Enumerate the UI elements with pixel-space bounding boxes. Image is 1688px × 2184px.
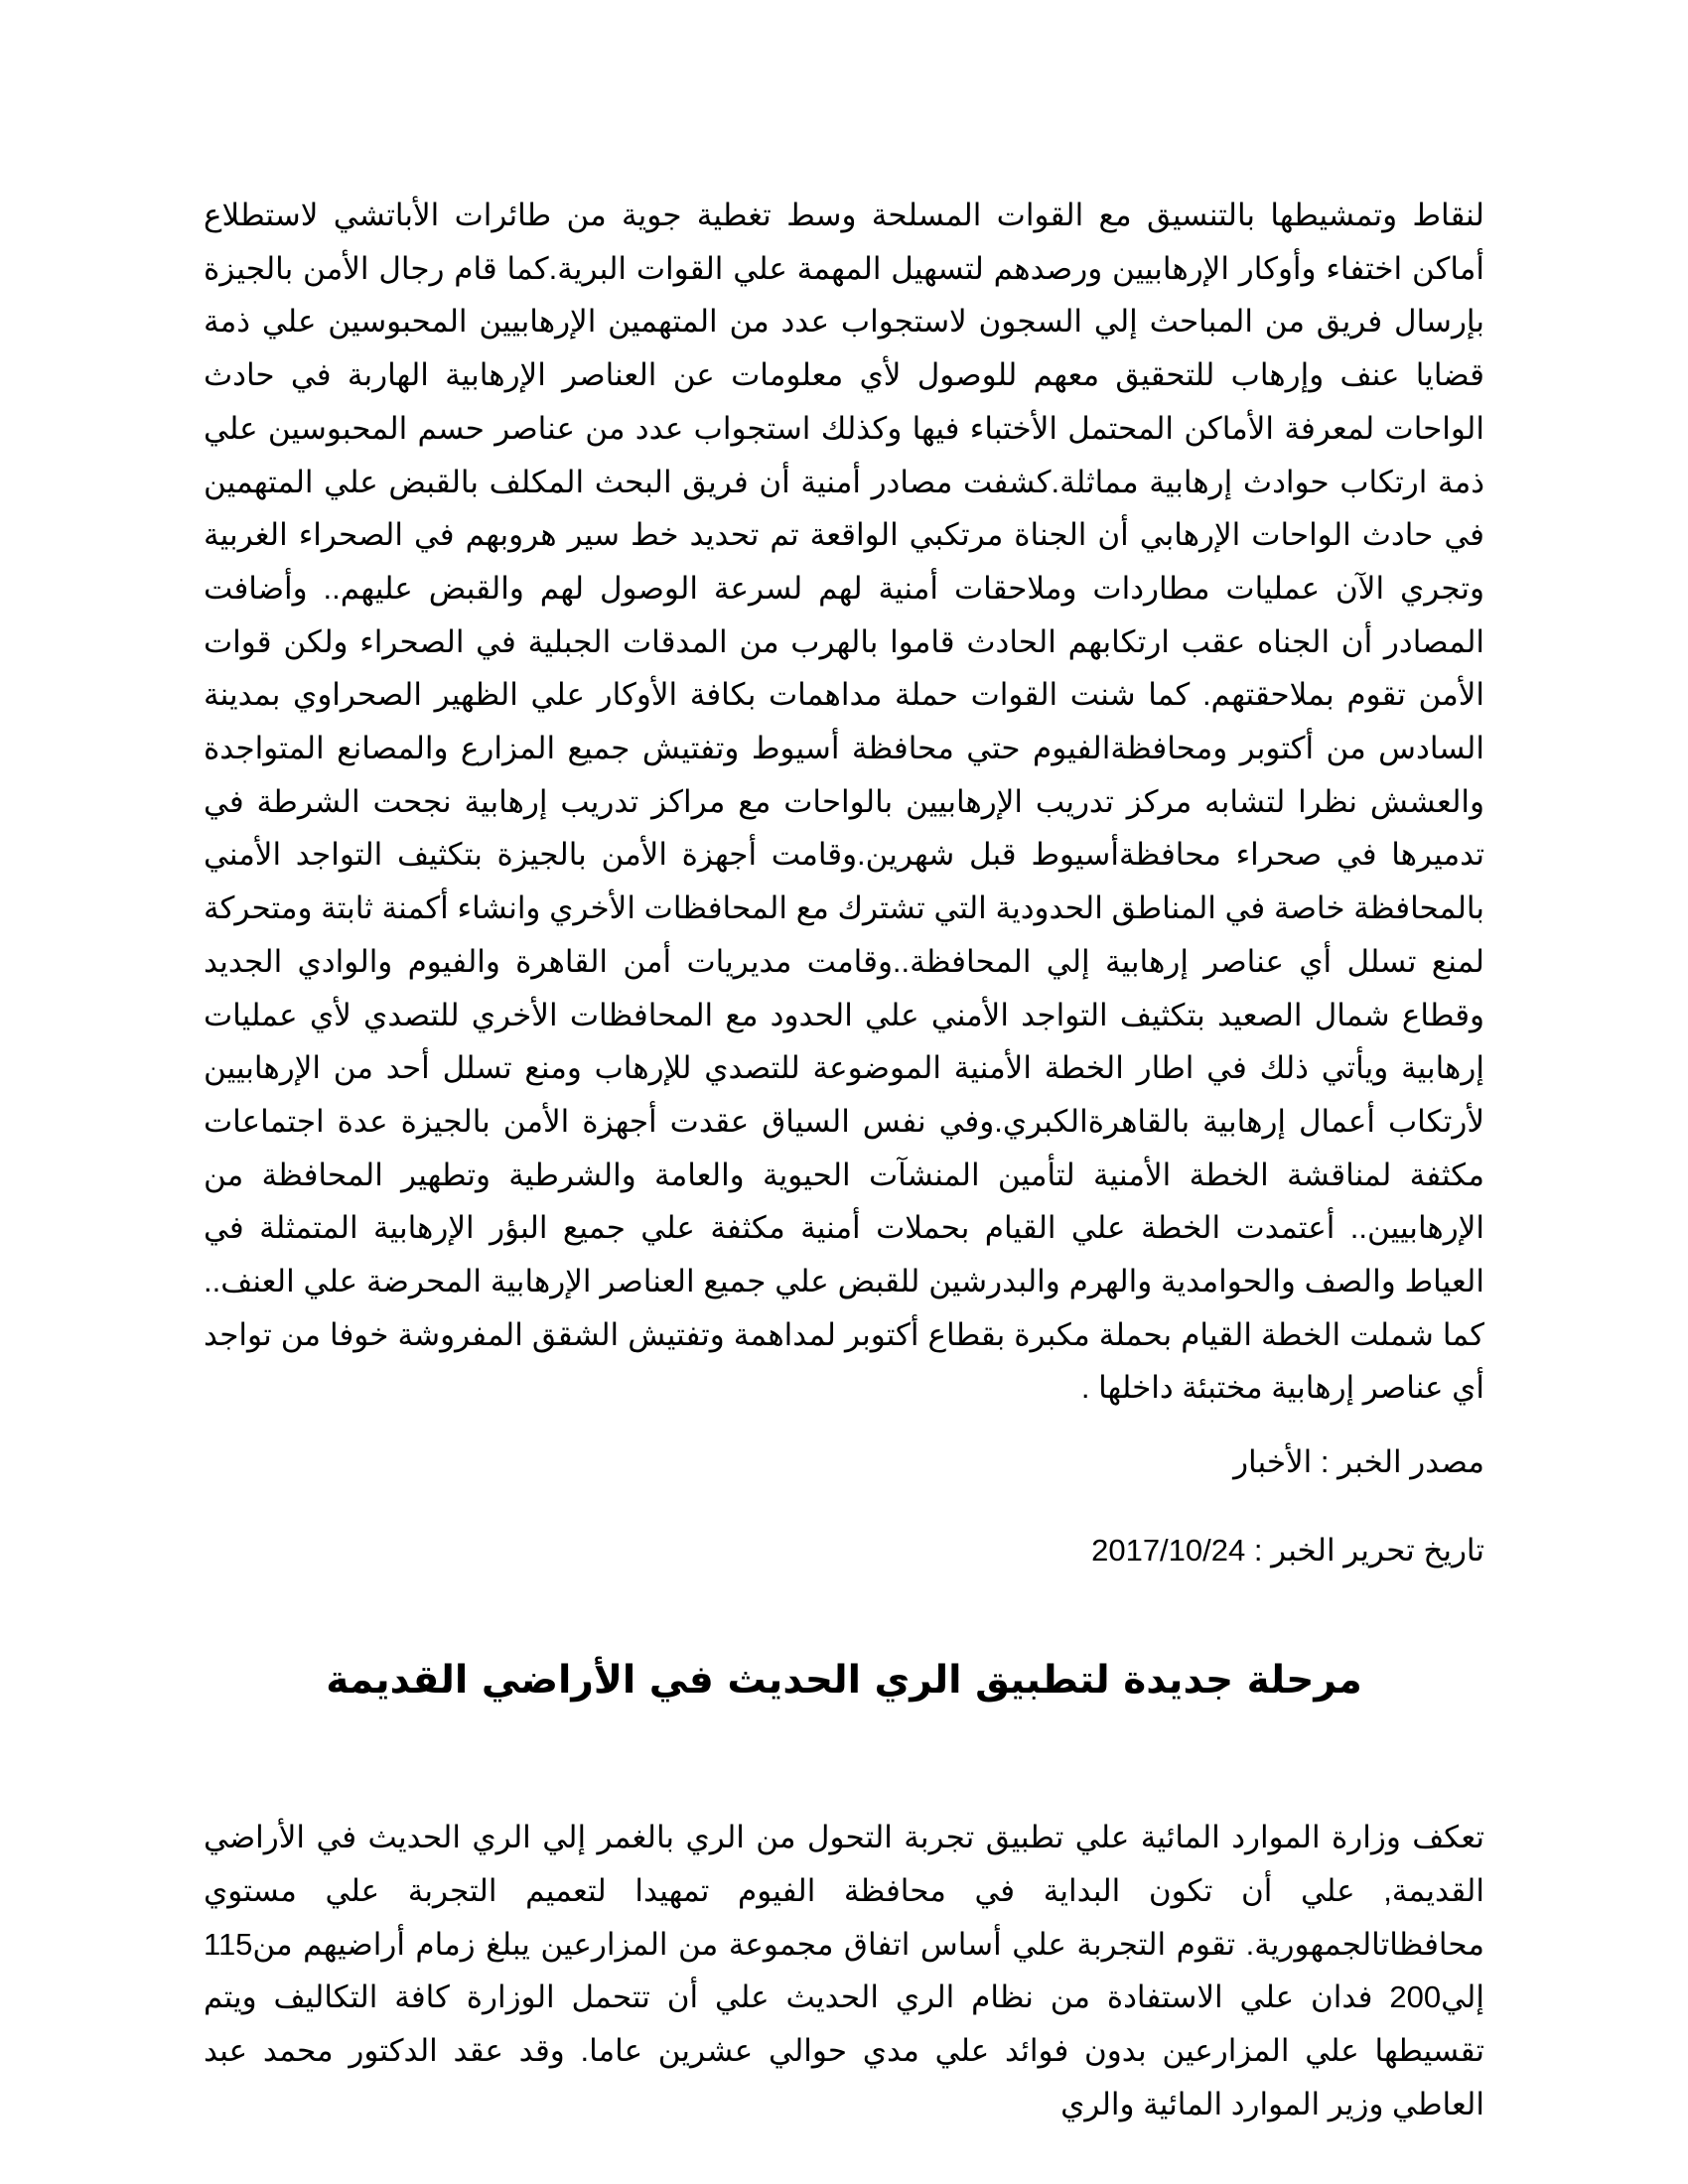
page-content: [204, 189, 1484, 2130]
news-source-line: مصدر الخبر : الأخبار: [1233, 1444, 1484, 1480]
article-1-body: لنقاط وتمشيطها بالتنسيق مع القوات المسلحة وسط تغطية جوية من طائرات الأباتشي لاستطلاع أماكن اختفاء وأوكار الإرهابيين ورصدهم لتسهيل المهمة علي القوات البرية.كما قام رجال الأمن بالجيزة بإرسال فريق من المباحث إلي السجون لاستجواب عدد من المتهمين الإرهابيين المحبوسين علي ذمة قضايا عنف وإرهاب للتحقيق معهم للوصول لأي معلومات عن العناصر الإرهابية الهاربة في حادث الواحات لمعرفة الأماكن المحتمل الأختباء فيها وكذلك استجواب عدد من عناصر حسم المحبوسين علي ذمة ارتكاب حوادث إرهابية مماثلة.كشفت مصادر أمنية أن فريق البحث المكلف بالقبض علي المتهمين في حادث الواحات الإرهابي أن الجناة مرتكبي الواقعة تم تحديد خط سير هروبهم في الصحراء الغربية وتجري الآن عمليات مطاردات وملاحقات أمنية لهم لسرعة الوصول لهم والقبض عليهم.. وأضافت المصادر أن الجناه عقب ارتكابهم الحادث قاموا بالهرب من المدقات الجبلية في الصحراء ولكن قوات الأمن تقوم بملاحقتهم. كما شنت القوات حملة مداهمات بكافة الأوكار علي الظهير الصحراوي بمدينة السادس من أكتوبر ومحافظةالفيوم حتي محافظة أسيوط وتفتيش جميع المزارع والمصانع المتواجدة والعشش نظرا لتشابه مركز تدريب الإرهابيين بالواحات مع مراكز تدريب إرهابية نجحت الشرطة في تدميرها في صحراء محافظةأسيوط قبل شهرين.وقامت أجهزة الأمن بالجيزة بتكثيف التواجد الأمني بالمحافظة خاصة في المناطق الحدودية التي تشترك مع المحافظات الأخري وانشاء أكمنة ثابتة ومتحركة لمنع تسلل أي عناصر إرهابية إلي المحافظة..وقامت مديريات أمن القاهرة والفيوم والوادي الجديد وقطاع شمال الصعيد بتكثيف التواجد الأمني علي الحدود مع المحافظات الأخري للتصدي لأي عمليات إرهابية ويأتي ذلك في اطار الخطة الأمنية الموضوعة للتصدي للإرهاب ومنع تسلل أحد من الإرهابيين لأرتكاب أعمال إرهابية بالقاهرةالكبري.وفي نفس السياق عقدت أجهزة الأمن بالجيزة عدة اجتماعات مكثفة لمناقشة الخطة الأمنية لتأمين المنشآت الحيوية والعامة والشرطية وتطهير المحافظة من الإرهابيين.. أعتمدت الخطة علي القيام بحملات أمنية مكثفة علي جميع البؤر الإرهابية المتمثلة في العياط والصف والحوامدية والهرم والبدرشين للقبض علي جميع العناصر الإرهابية المحرضة علي العنف.. كما شملت الخطة القيام بحملة مكبرة بقطاع أكتوبر لمداهمة وتفتيش الشقق المفروشة خوفا من تواجد أي عناصر إرهابية مختبئة داخلها .: [204, 198, 1484, 1406]
news-date-label: تاريخ تحرير الخبر :: [1245, 1533, 1484, 1569]
article-2-headline: مرحلة جديدة لتطبيق الري الحديث في الأراضي القديمة: [326, 1658, 1362, 1704]
news-date-line: [204, 1531, 1484, 1570]
article-2-body: تعكف وزارة الموارد المائية علي تطبيق تجربة التحول من الري بالغمر إلي الري الحديث في الأراضي القديمة, علي أن تكون البداية في محافظة الفيوم تمهيدا لتعميم التجربة علي مستوي محافظاتالجمهورية. تقوم التجربة علي أساس اتفاق مجموعة من المزارعين يبلغ زمام أراضيهم من115 إلي200 فدان علي الاستفادة من نظام الري الحديث علي أن تتحمل الوزارة كافة التكاليف ويتم تقسيطها علي المزارعين بدون فوائد علي مدي حوالي عشرين عاما. وقد عقد الدكتور محمد عبد العاطي وزير الموارد المائية والري: [204, 1820, 1484, 2121]
news-date-value: 2017/10/24: [1091, 1533, 1246, 1569]
